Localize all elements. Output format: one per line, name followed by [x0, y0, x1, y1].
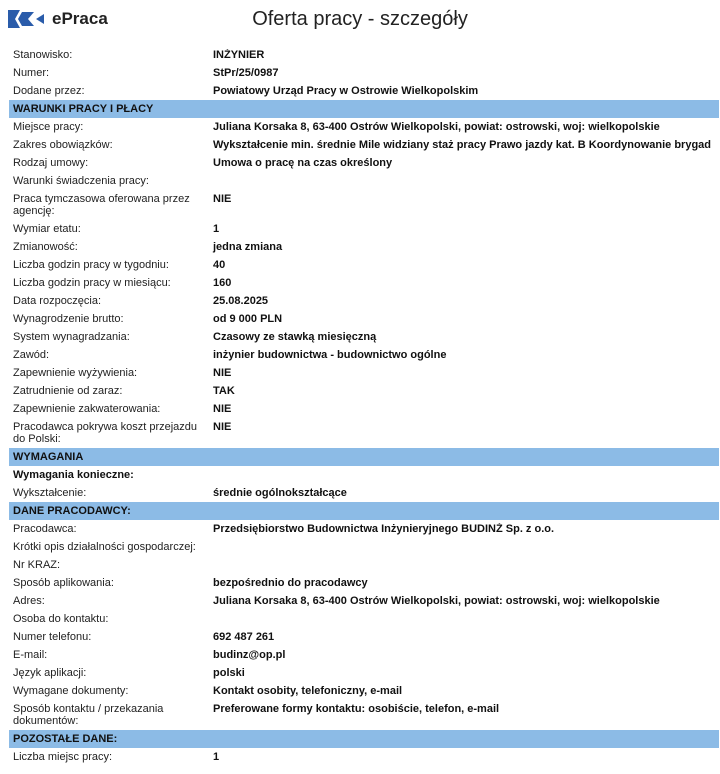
field-row [9, 238, 719, 256]
field-value: INŻYNIER [213, 49, 265, 61]
field-label: Numer telefonu: [13, 631, 92, 643]
field-value: od 9 000 PLN [213, 313, 283, 325]
field-value: bezpośrednio do pracodawcy [213, 577, 368, 589]
field-value: NIE [213, 367, 232, 379]
field-row [9, 700, 719, 730]
field-value: Wykształcenie min. średnie Mile widziany staż pracy Prawo jazdy kat. B Koordynowanie brygad [213, 139, 712, 151]
field-label: Liczba godzin pracy w tygodniu: [13, 259, 169, 271]
field-row [9, 310, 719, 328]
field-row [9, 574, 719, 592]
field-label: E-mail: [13, 649, 48, 661]
field-value: TAK [213, 385, 235, 397]
field-value: Powiatowy Urząd Pracy w Ostrowie Wielkopolskim [213, 85, 479, 97]
field-value [209, 559, 719, 571]
field-label: Zatrudnienie od zaraz: [13, 385, 123, 397]
field-value: NIE [213, 193, 232, 205]
field-row [9, 664, 719, 682]
field-value: Przedsiębiorstwo Budownictwa Inżynieryjnego BUDINŻ Sp. z o.o. [213, 523, 555, 535]
field-label: Zapewnienie zakwaterowania: [13, 403, 161, 415]
field-value: 1 [213, 751, 220, 763]
field-value: Czasowy ze stawką miesięczną [213, 331, 377, 343]
field-label: Zakres obowiązków: [13, 139, 113, 151]
field-row [9, 220, 719, 238]
field-row [9, 256, 719, 274]
section-pozostale-header: POZOSTAŁE DANE: [9, 730, 719, 748]
field-value: Preferowane formy kontaktu: osobiście, telefon, e-mail [213, 703, 500, 715]
field-value: polski [213, 667, 245, 679]
field-row [9, 538, 719, 556]
field-label: Osoba do kontaktu: [13, 613, 109, 625]
field-row [9, 64, 719, 82]
field-label: Rodzaj umowy: [13, 157, 89, 169]
field-label: Sposób kontaktu / przekazania dokumentów: [13, 703, 164, 727]
field-label: Sposób aplikowania: [13, 577, 114, 589]
field-value: Juliana Korsaka 8, 63-400 Ostrów Wielkopolski, powiat: ostrowski, woj: wielkopolskie [213, 121, 660, 133]
field-value: Umowa o pracę na czas określony [213, 157, 393, 169]
field-label: Język aplikacji: [13, 667, 87, 679]
field-value [209, 175, 719, 187]
field-row [9, 136, 719, 154]
field-label: Miejsce pracy: [13, 121, 84, 133]
field-label: Wykształcenie: [13, 487, 87, 499]
field-label: Pracodawca: [13, 523, 77, 535]
field-row [9, 172, 719, 190]
field-value: jedna zmiana [213, 241, 283, 253]
section-pracodawca-header: DANE PRACODAWCY: [9, 502, 719, 520]
field-label: Praca tymczasowa oferowana przez agencję: [13, 193, 190, 217]
field-row [9, 748, 719, 766]
field-row [9, 190, 719, 220]
field-row [9, 82, 719, 100]
field-row [9, 646, 719, 664]
logo-text: ePraca [52, 9, 108, 28]
field-row [9, 682, 719, 700]
page-header [0, 0, 720, 44]
field-value: NIE [213, 421, 232, 433]
section-warunki [9, 118, 719, 448]
section-wymagania [9, 484, 719, 502]
field-label: Stanowisko: [13, 49, 73, 61]
field-value [209, 613, 719, 625]
field-value: 40 [213, 259, 226, 271]
field-label: Krótki opis działalności gospodarczej: [13, 541, 196, 553]
field-row [9, 484, 719, 502]
field-label: Liczba godzin pracy w miesiącu: [13, 277, 171, 289]
section-pracodawca [9, 520, 719, 730]
field-label: Data rozpoczęcia: [13, 295, 102, 307]
field-row [9, 400, 719, 418]
field-label: Zapewnienie wyżywienia: [13, 367, 138, 379]
field-row [9, 346, 719, 364]
field-row [9, 118, 719, 136]
section-warunki-header: WARUNKI PRACY I PŁACY [9, 100, 719, 118]
field-row [9, 592, 719, 610]
field-row [9, 418, 719, 448]
field-label: Pracodawca pokrywa koszt przejazdu do Polski: [13, 421, 198, 445]
field-value [209, 541, 719, 553]
field-row [9, 154, 719, 172]
field-label: System wynagradzania: [13, 331, 130, 343]
section-wymagania-header: WYMAGANIA [9, 448, 719, 466]
field-row [9, 628, 719, 646]
field-value: StPr/25/0987 [213, 67, 279, 79]
wymagania-subheading: Wymagania konieczne: [13, 469, 134, 481]
field-label: Wymagane dokumenty: [13, 685, 129, 697]
field-value: Juliana Korsaka 8, 63-400 Ostrów Wielkopolski, powiat: ostrowski, woj: wielkopolskie [213, 595, 660, 607]
field-row [9, 556, 719, 574]
offer-details [9, 46, 719, 766]
field-value: budinz@op.pl [213, 649, 286, 661]
field-row [9, 292, 719, 310]
field-row [9, 610, 719, 628]
field-value: średnie ogólnokształcące [213, 487, 347, 499]
section-pozostale [9, 748, 719, 766]
page-title: Oferta pracy - szczegóły [252, 8, 468, 30]
field-row [9, 274, 719, 292]
field-value: 160 [213, 277, 232, 289]
field-value: 1 [213, 223, 220, 235]
field-label: Zmianowość: [13, 241, 78, 253]
field-label: Nr KRAZ: [13, 559, 61, 571]
field-label: Wynagrodzenie brutto: [13, 313, 124, 325]
field-label: Warunki świadczenia pracy: [13, 175, 149, 187]
field-row [9, 328, 719, 346]
field-value: 692 487 261 [213, 631, 275, 643]
field-label: Dodane przez: [13, 85, 85, 97]
top-fields [9, 46, 719, 100]
field-value: NIE [213, 403, 232, 415]
field-row [9, 364, 719, 382]
field-value: 25.08.2025 [213, 295, 269, 307]
field-row [9, 382, 719, 400]
field-value: Kontakt osobity, telefoniczny, e-mail [213, 685, 403, 697]
field-label: Zawód: [13, 349, 50, 361]
field-row [9, 520, 719, 538]
field-label: Adres: [13, 595, 45, 607]
field-row [9, 46, 719, 64]
field-label: Liczba miejsc pracy: [13, 751, 113, 763]
field-label: Numer: [13, 67, 50, 79]
field-label: Wymiar etatu: [13, 223, 81, 235]
field-value: inżynier budownictwa - budownictwo ogólne [213, 349, 447, 361]
